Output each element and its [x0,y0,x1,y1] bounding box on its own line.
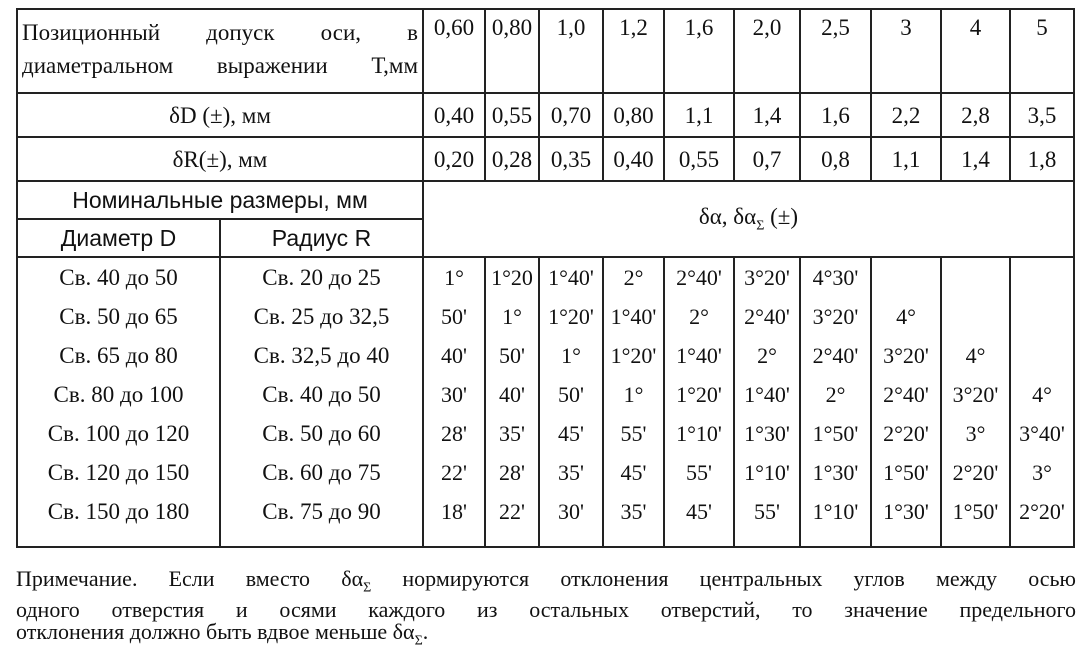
angle-cell: 4° [965,343,986,368]
angle-cell: 45' [558,421,584,446]
angle-cell: 55' [686,460,712,485]
angle-column [664,257,734,547]
angle-column [539,257,603,547]
angle-cell: 1°20 [491,265,533,290]
radius-cell: Св. 25 до 32,5 [253,304,390,329]
diameter-cell: Св. 65 до 80 [59,343,178,368]
angle-cell: 4° [896,304,916,329]
angle-cell: 45' [686,499,712,524]
diameter-header: Диаметр D [17,219,220,257]
angle-cell: 3°20' [883,343,929,368]
dR-value: 0,35 [539,137,603,181]
dR-value: 1,8 [1010,137,1074,181]
data-row [17,257,1074,547]
dD-value: 0,70 [539,93,603,137]
angle-column [871,257,941,547]
dR-value: 0,28 [485,137,539,181]
dD-row [17,93,1074,137]
angle-cell: 40' [441,343,467,368]
angle-column [423,257,485,547]
angle-cell: 50' [441,304,467,329]
radius-cell: Св. 20 до 25 [262,265,381,290]
radius-cell: Св. 75 до 90 [262,499,381,524]
diameter-cell: Св. 40 до 50 [59,265,178,290]
angle-cell: 1°10' [812,499,859,524]
angle-cell: 1°30' [812,460,859,485]
dD-value: 0,80 [603,93,664,137]
angle-cell: 3°20' [812,304,859,329]
dR-label: δR(±), мм [17,137,423,181]
angle-cell [1011,258,1073,297]
footnote-line-2: одного отверстия и осями каждого из остальных отверстий, то значение предельного [16,597,1076,623]
angle-cell [872,258,940,297]
tolerance-value: 1,2 [603,9,664,93]
angle-cell: 1°30' [883,499,929,524]
angle-cell: 1°10' [744,460,790,485]
nominal-title: Номинальные размеры, мм [17,181,423,219]
dR-value: 0,20 [423,137,485,181]
angle-cell: 1°50' [812,421,859,446]
dD-value: 3,5 [1010,93,1074,137]
angle-cell: 50' [499,343,525,368]
angle-cell [1011,297,1073,336]
tolerance-row [17,9,1074,93]
tolerance-value: 2,0 [734,9,800,93]
angle-cell [1011,336,1073,375]
angle-cell: 1°40' [610,304,657,329]
angle-column [1010,257,1074,547]
angle-cell: 28' [441,421,467,446]
angle-subscript: Σ [756,218,765,234]
angle-cell: 40' [499,382,525,407]
dR-value: 0,7 [734,137,800,181]
radius-cell: Св. 40 до 50 [262,382,381,407]
angle-header [423,181,1074,257]
angle-cell: 45' [620,460,647,485]
angle-cell: 35' [499,421,525,446]
angle-cell: 2°40' [676,265,722,290]
angle-cell: 55' [620,421,647,446]
angle-column [734,257,800,547]
angle-cell: 30' [558,499,584,524]
angle-cell: 1°50' [952,499,999,524]
radius-column [220,257,423,547]
diameter-cell: Св. 100 до 120 [47,421,190,446]
angle-cell: 4°30' [812,265,859,290]
angle-cell: 3°20' [744,265,790,290]
dD-value: 1,1 [664,93,734,137]
dD-value: 0,55 [485,93,539,137]
angle-cell: 2° [689,304,709,329]
footnote [16,568,1076,653]
angle-cell: 28' [499,460,525,485]
radius-cell: Св. 60 до 75 [262,460,381,485]
diameter-cell: Св. 150 до 180 [47,499,190,524]
angle-column [800,257,871,547]
angle-cell: 2°40' [883,382,929,407]
angle-cell: 1°10' [676,421,722,446]
angle-column [485,257,539,547]
angle-cell: 2°40' [744,304,790,329]
dD-value: 0,40 [423,93,485,137]
tolerance-value: 0,80 [485,9,539,93]
footnote-line-1: Примечание. Если вместо $\delta\alpha_\Sigma$ нормируются отклонения центральных углов между осью [16,566,1076,596]
angle-cell: 35' [620,499,647,524]
angle-label: δα, δα [698,203,757,229]
dR-row [17,137,1074,181]
angle-cell: 1°20' [676,382,722,407]
diameter-cell: Св. 50 до 65 [59,304,178,329]
angle-cell: 3° [1032,460,1052,485]
angle-cell: 55' [754,499,780,524]
dD-label: δD (±), мм [17,93,423,137]
diameter-column [17,257,220,547]
angle-cell [942,258,1009,297]
tolerance-value: 1,0 [539,9,603,93]
angle-cell: 3°20' [952,382,999,407]
angle-cell [942,297,1009,336]
angle-cell: 2°20' [952,460,999,485]
angle-cell: 50' [558,382,584,407]
angle-cell: 3° [965,421,986,446]
tolerance-value: 2,5 [800,9,871,93]
radius-cell: Св. 32,5 до 40 [253,343,390,368]
angle-cell: 1°40' [744,382,790,407]
tolerance-value: 5 [1010,9,1074,93]
tolerance-label: Позиционный допуск оси, в диаметральном выражении Т,мм [17,9,423,93]
angle-cell: 18' [441,499,467,524]
radius-header: Радиус R [220,219,423,257]
angle-cell: 2°40' [812,343,859,368]
angle-cell: 2°20' [1019,499,1065,524]
angle-cell: 1° [444,265,464,290]
diameter-cell: Св. 80 до 100 [53,382,184,407]
diameter-cell: Св. 120 до 150 [47,460,190,485]
angle-cell: 3°40' [1019,421,1065,446]
angle-cell: 35' [558,460,584,485]
angle-cell: 1° [561,343,581,368]
nominal-title-row [17,181,1074,219]
angle-cell: 1°20' [610,343,657,368]
dR-value: 0,8 [800,137,871,181]
angle-cell: 1°40' [548,265,594,290]
angle-cell: 22' [441,460,467,485]
angle-cell: 4° [1032,382,1052,407]
dD-value: 2,2 [871,93,941,137]
angle-column [603,257,664,547]
angle-cell: 1° [502,304,522,329]
radius-cell: Св. 50 до 60 [262,421,381,446]
angle-column [941,257,1010,547]
tolerance-table [16,8,1075,548]
angle-cell: 2° [825,382,846,407]
angle-cell: 2° [623,265,644,290]
dD-value: 1,6 [800,93,871,137]
angle-cell: 1°30' [744,421,790,446]
tolerance-value: 4 [941,9,1010,93]
tolerance-value: 1,6 [664,9,734,93]
angle-suffix: (±) [764,203,799,229]
angle-cell: 1° [623,382,644,407]
angle-cell: 1°20' [548,304,594,329]
dR-value: 0,55 [664,137,734,181]
angle-cell: 2°20' [883,421,929,446]
angle-cell: 1°50' [883,460,929,485]
tolerance-value: 0,60 [423,9,485,93]
angle-cell: 22' [499,499,525,524]
dR-value: 1,1 [871,137,941,181]
dR-value: 0,40 [603,137,664,181]
dD-value: 1,4 [734,93,800,137]
tolerance-value: 3 [871,9,941,93]
footnote-line-3: отклонения должно быть вдвое меньше $\delta\alpha_\Sigma$. [16,619,429,649]
angle-cell: 1°40' [676,343,722,368]
angle-cell: 2° [757,343,777,368]
dR-value: 1,4 [941,137,1010,181]
angle-cell: 30' [441,382,467,407]
dD-value: 2,8 [941,93,1010,137]
